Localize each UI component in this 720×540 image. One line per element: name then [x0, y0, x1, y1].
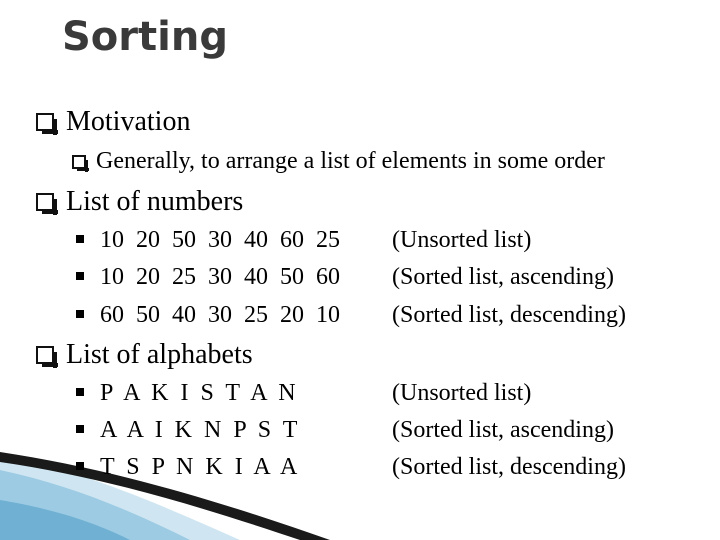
motivation-subitem — [72, 147, 605, 175]
motivation-heading: Motivation — [66, 106, 191, 137]
sequence-note: (Sorted list, descending) — [392, 302, 626, 328]
sequence-note: (Sorted list, ascending) — [392, 264, 614, 290]
checkbox-bullet-icon — [36, 193, 54, 211]
number-sequence: 60 50 40 30 25 20 10 — [100, 302, 340, 328]
list-item — [76, 301, 626, 329]
checkbox-bullet-icon — [36, 113, 54, 131]
alphabets-item — [36, 339, 253, 371]
square-bullet-icon — [76, 462, 84, 470]
list-item — [76, 226, 532, 254]
list-item — [76, 379, 532, 407]
letter-sequence: T S P N K I A A — [100, 454, 298, 480]
slide-title: Sorting — [62, 14, 228, 60]
list-item — [76, 263, 614, 291]
letter-sequence: A A I K N P S T — [100, 417, 298, 443]
motivation-item — [36, 106, 190, 138]
sequence-note: (Unsorted list) — [392, 380, 532, 406]
sequence-note: (Unsorted list) — [392, 227, 532, 253]
alphabets-heading: List of alphabets — [66, 339, 253, 370]
number-sequence: 10 20 25 30 40 50 60 — [100, 264, 340, 290]
numbers-heading: List of numbers — [66, 186, 244, 217]
sequence-note: (Sorted list, descending) — [392, 454, 626, 480]
square-bullet-icon — [76, 388, 84, 396]
square-bullet-icon — [76, 235, 84, 243]
square-bullet-icon — [76, 310, 84, 318]
checkbox-bullet-icon — [72, 155, 86, 169]
list-item — [76, 416, 614, 444]
number-sequence: 10 20 50 30 40 60 25 — [100, 227, 340, 253]
sequence-note: (Sorted list, ascending) — [392, 417, 614, 443]
letter-sequence: P A K I S T A N — [100, 380, 296, 406]
motivation-sub-text: Generally, to arrange a list of elements in some order — [96, 148, 605, 174]
checkbox-bullet-icon — [36, 346, 54, 364]
list-item — [76, 453, 626, 481]
numbers-item — [36, 186, 243, 218]
square-bullet-icon — [76, 425, 84, 433]
square-bullet-icon — [76, 272, 84, 280]
